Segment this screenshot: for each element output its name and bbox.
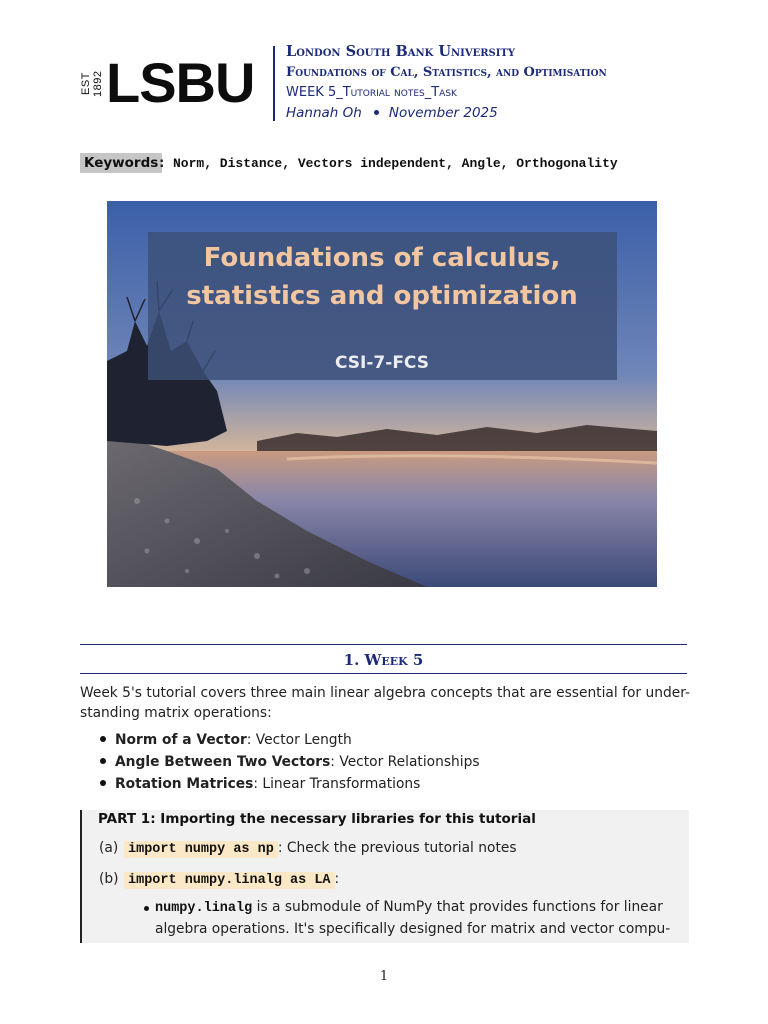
code-import-linalg: import numpy.linalg as LA: [124, 872, 335, 889]
section-rule-bottom: [80, 673, 687, 674]
lsbu-logo: LSBU: [106, 51, 255, 114]
bullet-term: Angle Between Two Vectors: [115, 754, 331, 770]
hero-title-line-1: Foundations of calculus,: [203, 243, 561, 273]
item-b-label: (b): [99, 871, 119, 887]
course-title: Foundations of Cal, Statistics, and Optimisation: [286, 65, 607, 80]
separator-dot: [374, 110, 379, 115]
logo-est-text: EST 1892: [80, 70, 104, 98]
bullet-icon: [100, 736, 106, 742]
bullet-term: Norm of a Vector: [115, 732, 247, 748]
page-number: 1: [379, 969, 389, 984]
bullet-icon: [100, 758, 106, 764]
author-line: [286, 105, 498, 121]
hero-title-line-2: statistics and optimization: [186, 281, 578, 311]
list-item: [100, 774, 420, 794]
code-numpy-linalg: numpy.linalg: [155, 901, 253, 916]
sub-bullet-desc: is a submodule of NumPy that provides functions for linear algebra operations. It's specifically designed for matrix and vector compu-: [155, 899, 671, 937]
sub-bullet-icon: [144, 906, 149, 911]
code-import-numpy: import numpy as np: [124, 841, 278, 858]
hero-course-code: CSI-7-FCS: [335, 353, 429, 373]
item-a-text: : Check the previous tutorial notes: [277, 840, 517, 856]
bullet-desc: : Vector Relationships: [330, 754, 480, 770]
list-item: [100, 752, 480, 772]
section-title: 1. Week 5: [343, 651, 424, 669]
item-a-label: (a): [99, 840, 119, 856]
keywords-list: Norm, Distance, Vectors independent, Angle, Orthogonality: [173, 156, 618, 171]
bullet-icon: [100, 780, 106, 786]
hero-image: [107, 201, 657, 587]
item-b: [124, 869, 339, 891]
bullet-term: Rotation Matrices: [115, 776, 254, 792]
author-name: Hannah Oh: [286, 105, 362, 121]
item-a: [124, 838, 517, 860]
section-rule-top: [80, 644, 687, 645]
doc-date: November 2025: [388, 105, 498, 121]
week-label: WEEK 5_Tutorial notes_Task: [286, 85, 457, 100]
keywords-colon: :: [159, 155, 165, 171]
section-intro: Week 5's tutorial covers three main linear algebra concepts that are essential for under- standing matrix operations:: [80, 685, 690, 721]
keywords-label: Keywords: [80, 153, 162, 173]
sub-bullet-text: [155, 897, 677, 939]
part1-title: PART 1: Importing the necessary libraries for this tutorial: [98, 811, 536, 827]
university-name: London South Bank University: [286, 43, 515, 60]
bullet-desc: : Vector Length: [246, 732, 352, 748]
header-divider: [273, 46, 275, 121]
bullet-desc: : Linear Transformations: [253, 776, 421, 792]
list-item: [100, 730, 352, 750]
item-b-text: :: [334, 871, 340, 887]
